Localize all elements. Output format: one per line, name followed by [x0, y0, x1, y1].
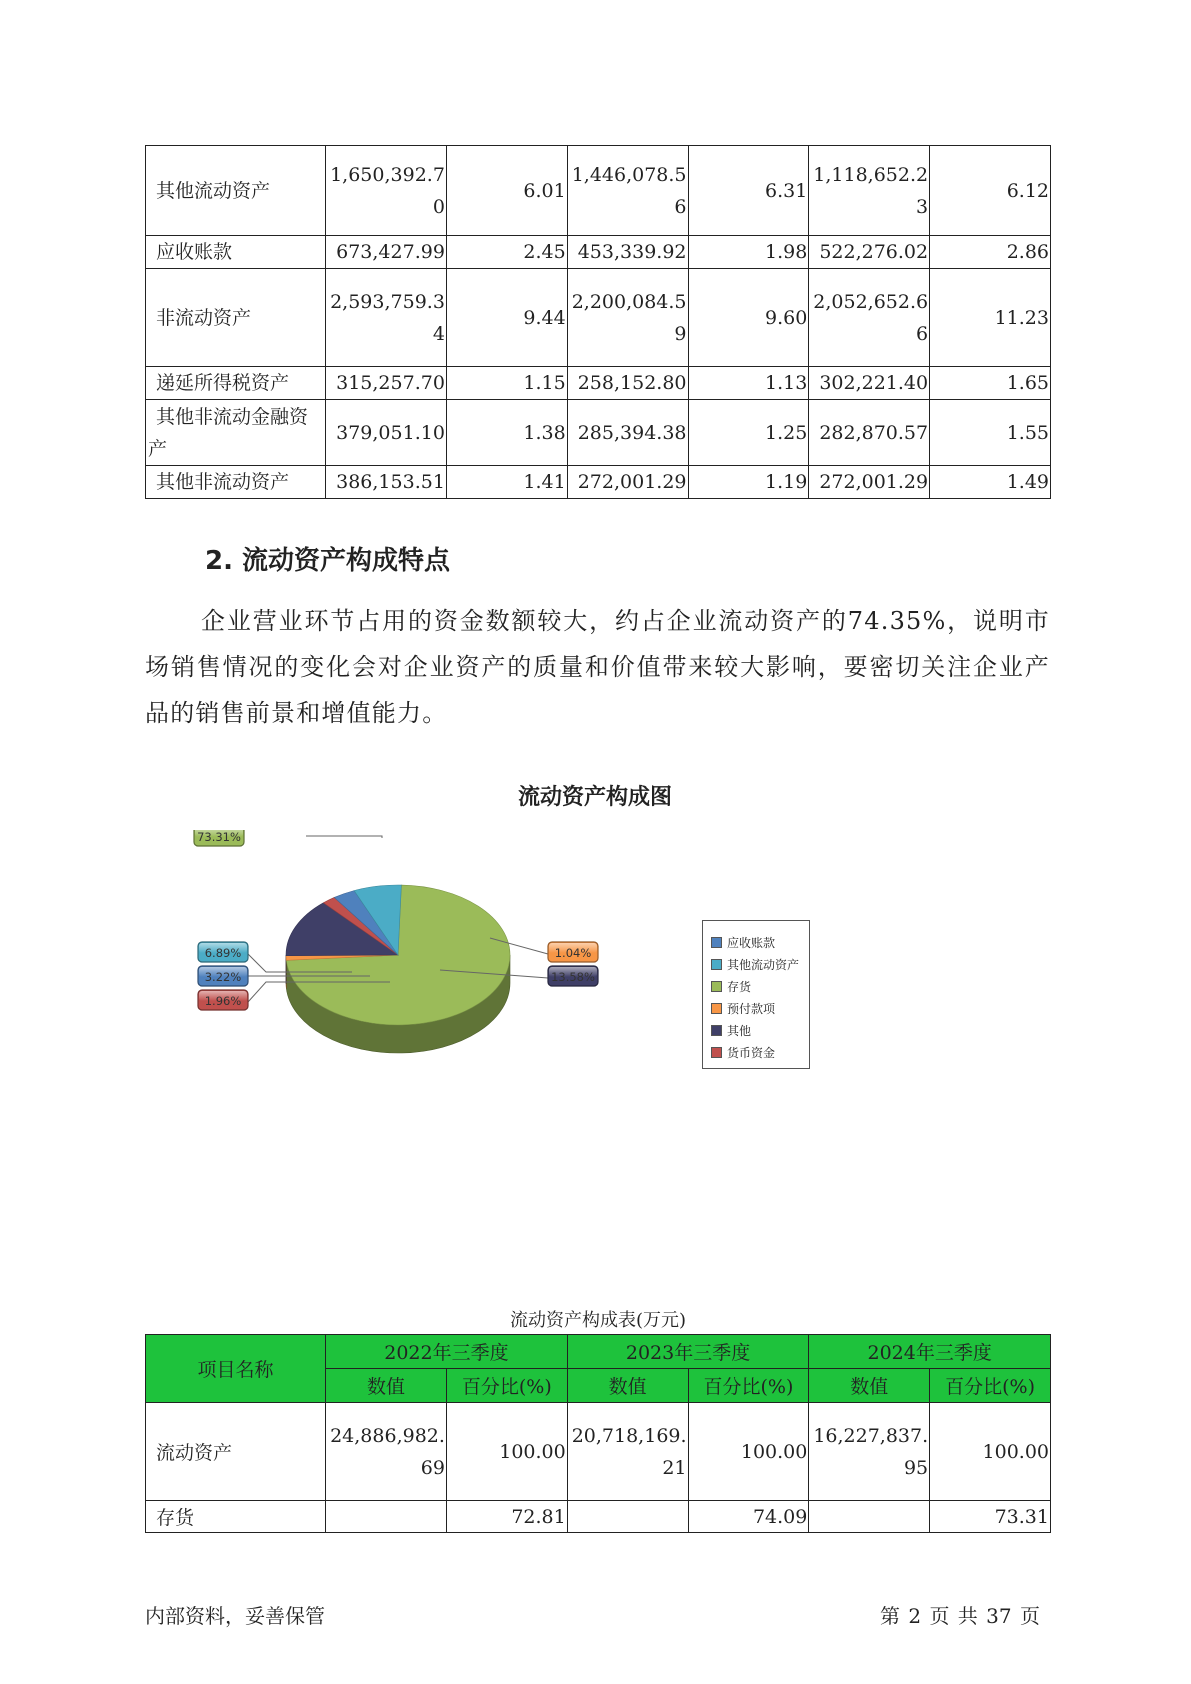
- table-row: [146, 400, 1051, 466]
- row-percent: 2.86: [930, 236, 1051, 269]
- row-value: 673,427.99: [326, 236, 447, 269]
- table-caption: 流动资产构成表(万元): [509, 1310, 687, 1331]
- pie-data-label: 1.04%: [554, 946, 592, 960]
- legend-item: [703, 931, 809, 953]
- row-name: 非流动资产: [146, 269, 326, 367]
- row-name: 流动资产: [146, 1403, 326, 1501]
- table-row: [146, 367, 1051, 400]
- row-percent: 6.12: [930, 146, 1051, 236]
- row-percent: 1.19: [688, 466, 809, 499]
- col-header-value: 数值: [567, 1369, 688, 1403]
- legend-item: [703, 997, 809, 1019]
- col-header-year: 2022年三季度: [326, 1335, 568, 1369]
- legend-swatch: [711, 1047, 722, 1058]
- row-percent: 73.31: [930, 1501, 1051, 1533]
- section-heading: 2. 流动资产构成特点: [205, 546, 451, 576]
- row-value: 2,593,759.34: [326, 269, 447, 367]
- legend-label: 应收账款: [727, 935, 776, 950]
- row-percent: 74.09: [688, 1501, 809, 1533]
- row-value: 1,446,078.56: [567, 146, 688, 236]
- legend-item: [703, 953, 809, 975]
- row-value: 302,221.40: [809, 367, 930, 400]
- row-percent: 6.31: [688, 146, 809, 236]
- row-value: 386,153.51: [326, 466, 447, 499]
- col-header-value: 数值: [326, 1369, 447, 1403]
- legend-label: 其他流动资产: [727, 957, 800, 972]
- row-value: [326, 1501, 447, 1533]
- table-row: [146, 146, 1051, 236]
- legend-swatch: [711, 937, 722, 948]
- row-value: [567, 1501, 688, 1533]
- page-number: 第 2 页 共 37 页: [880, 1604, 1040, 1628]
- col-header-percent: 百分比(%): [930, 1369, 1051, 1403]
- row-percent: 1.41: [446, 466, 567, 499]
- row-name: 存货: [146, 1501, 326, 1533]
- row-value: 453,339.92: [567, 236, 688, 269]
- legend-swatch: [711, 959, 722, 970]
- col-header-year: 2024年三季度: [809, 1335, 1051, 1369]
- row-percent: 1.98: [688, 236, 809, 269]
- row-percent: 6.01: [446, 146, 567, 236]
- table-row: [146, 269, 1051, 367]
- legend-label: 预付款项: [727, 1001, 776, 1016]
- row-percent: 1.38: [446, 400, 567, 466]
- row-value: 20,718,169.21: [567, 1403, 688, 1501]
- row-percent: 1.55: [930, 400, 1051, 466]
- row-percent: 1.25: [688, 400, 809, 466]
- current-assets-table: [145, 1334, 1051, 1533]
- row-value: 16,227,837.95: [809, 1403, 930, 1501]
- row-value: 522,276.02: [809, 236, 930, 269]
- row-value: 315,257.70: [326, 367, 447, 400]
- row-value: 272,001.29: [567, 466, 688, 499]
- table-row: [146, 1403, 1051, 1501]
- row-value: 1,650,392.70: [326, 146, 447, 236]
- row-percent: 1.65: [930, 367, 1051, 400]
- footer-note: 内部资料，妥善保管: [145, 1604, 325, 1628]
- legend-swatch: [711, 981, 722, 992]
- table-row: [146, 1501, 1051, 1533]
- pie-data-label: 13.58%: [551, 970, 595, 984]
- row-name: 其他非流动资产: [146, 466, 326, 499]
- col-header-percent: 百分比(%): [688, 1369, 809, 1403]
- row-percent: 100.00: [446, 1403, 567, 1501]
- row-percent: 72.81: [446, 1501, 567, 1533]
- row-value: 1,118,652.23: [809, 146, 930, 236]
- col-header-percent: 百分比(%): [446, 1369, 567, 1403]
- section-paragraph: 企业营业环节占用的资金数额较大，约占企业流动资产的74.35%，说明市场销售情况的变化会对企业资产的质量和价值带来较大影响，要密切关注企业产品的销售前景和增值能力。: [145, 607, 1050, 727]
- col-header-value: 数值: [809, 1369, 930, 1403]
- pie-data-label: 1.96%: [204, 994, 242, 1008]
- pie-data-label: 3.22%: [204, 970, 242, 984]
- row-value: [809, 1501, 930, 1533]
- asset-table-continued: [145, 145, 1051, 499]
- row-name: 其他非流动金融资产: [146, 400, 326, 466]
- row-percent: 100.00: [930, 1403, 1051, 1501]
- legend-swatch: [711, 1003, 722, 1014]
- row-value: 24,886,982.69: [326, 1403, 447, 1501]
- row-percent: 9.60: [688, 269, 809, 367]
- row-value: 2,200,084.59: [567, 269, 688, 367]
- row-percent: 11.23: [930, 269, 1051, 367]
- pie-chart: [190, 830, 670, 1100]
- row-percent: 2.45: [446, 236, 567, 269]
- header-row: [146, 1335, 1051, 1369]
- pie-leader-line: [306, 836, 382, 838]
- legend-label: 存货: [727, 979, 752, 994]
- row-name: 其他流动资产: [146, 146, 326, 236]
- chart-legend: [702, 920, 810, 1069]
- row-name: 递延所得税资产: [146, 367, 326, 400]
- legend-item: [703, 975, 809, 997]
- col-header-item: 项目名称: [146, 1335, 326, 1403]
- pie-data-label: 6.89%: [204, 946, 242, 960]
- row-percent: 100.00: [688, 1403, 809, 1501]
- legend-item: [703, 1041, 809, 1063]
- row-percent: 1.13: [688, 367, 809, 400]
- col-header-year: 2023年三季度: [567, 1335, 809, 1369]
- legend-swatch: [711, 1025, 722, 1036]
- row-name: 应收账款: [146, 236, 326, 269]
- legend-label: 货币资金: [727, 1045, 776, 1060]
- chart-title: 流动资产构成图: [517, 785, 672, 810]
- row-value: 272,001.29: [809, 466, 930, 499]
- pie-data-label: 73.31%: [197, 830, 241, 844]
- row-value: 282,870.57: [809, 400, 930, 466]
- row-value: 258,152.80: [567, 367, 688, 400]
- legend-label: 其他: [727, 1023, 752, 1038]
- row-value: 379,051.10: [326, 400, 447, 466]
- row-value: 285,394.38: [567, 400, 688, 466]
- row-percent: 1.15: [446, 367, 567, 400]
- row-value: 2,052,652.66: [809, 269, 930, 367]
- row-percent: 1.49: [930, 466, 1051, 499]
- table-row: [146, 236, 1051, 269]
- table-row: [146, 466, 1051, 499]
- row-percent: 9.44: [446, 269, 567, 367]
- legend-item: [703, 1019, 809, 1041]
